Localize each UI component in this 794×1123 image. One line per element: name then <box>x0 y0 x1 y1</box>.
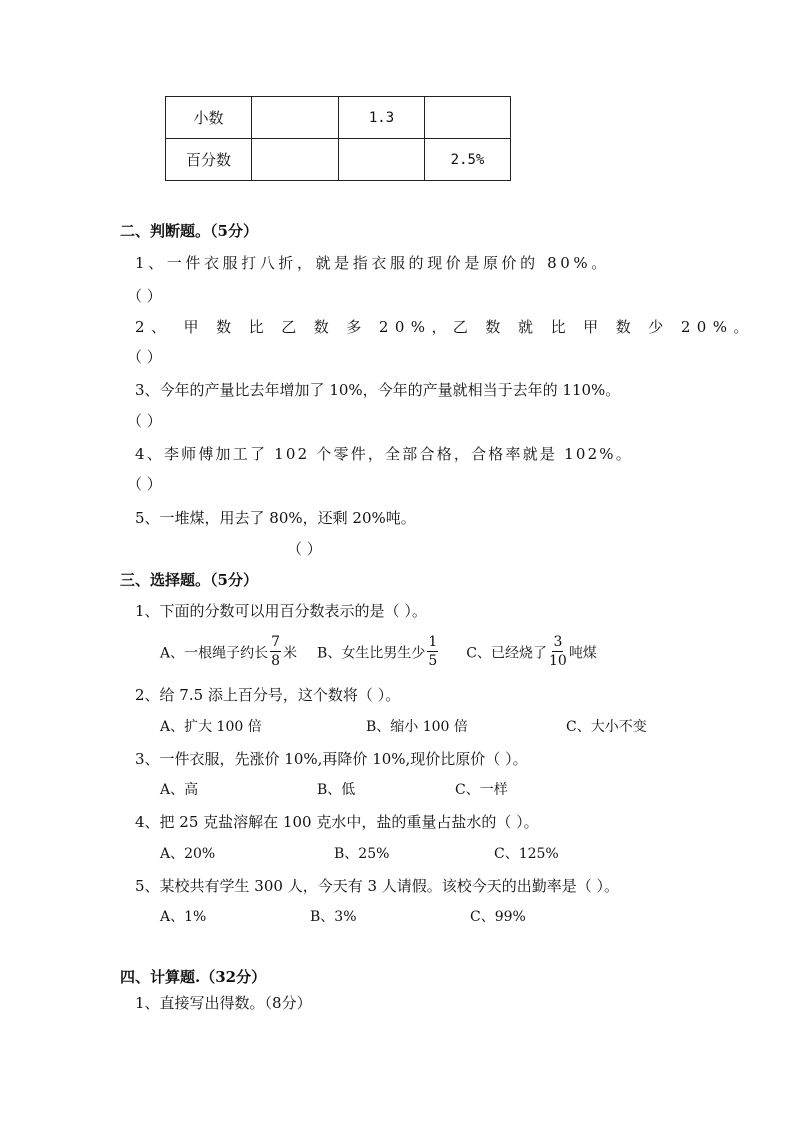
option-b[interactable]: B、低 <box>317 782 356 798</box>
table-cell <box>425 97 511 139</box>
table-cell: 1.3 <box>339 97 425 139</box>
table-row <box>166 97 511 139</box>
choice-question-2: 2、给 7.5 添上百分号，这个数将（ ）。 <box>135 686 401 704</box>
answer-paren-3[interactable]: （ ） <box>127 412 162 430</box>
judge-item-1: 1、一件衣服打八折，就是指衣服的现价是原价的 80%。 <box>135 254 610 272</box>
option-c[interactable]: C、99% <box>470 909 526 925</box>
option-b[interactable]: B、女生比男生少 $\frac{1}{5}$ <box>317 633 438 669</box>
option-c[interactable]: C、大小不变 <box>566 719 647 735</box>
option-c[interactable]: C、已经烧了 $\frac{3}{10}$ 吨煤 <box>466 633 597 669</box>
table-cell: 2.5% <box>425 139 511 181</box>
judge-item-4: 4、李师傅加工了 102 个零件，全部合格，合格率就是 102%。 <box>135 445 633 463</box>
option-b[interactable]: B、缩小 100 倍 <box>366 719 468 735</box>
calc-item-1: 1、直接写出得数。（8分） <box>135 994 312 1012</box>
choice-question-1: 1、下面的分数可以用百分数表示的是（ ）。 <box>135 602 427 620</box>
judge-item-2: 2、 甲 数 比 乙 数 多 20%，乙 数 就 比 甲 数 少 20%。 <box>135 318 755 336</box>
option-a[interactable]: A、扩大 100 倍 <box>160 719 262 735</box>
fraction: $\frac{7}{8}$ <box>271 633 281 669</box>
judge-item-5: 5、一堆煤，用去了 80%，还剩 20%吨。 <box>135 509 416 527</box>
option-a[interactable]: A、一根绳子约长 $\frac{7}{8}$ 米 <box>160 633 298 669</box>
table-cell <box>252 97 339 139</box>
option-a[interactable]: A、1% <box>160 909 207 925</box>
option-c[interactable]: C、一样 <box>455 782 508 798</box>
option-c[interactable]: C、125% <box>494 846 559 862</box>
answer-paren-5[interactable]: （ ） <box>287 540 322 558</box>
option-b[interactable]: B、25% <box>334 846 390 862</box>
table-cell <box>252 139 339 181</box>
table-cell <box>339 139 425 181</box>
table-cell: 小数 <box>166 97 252 139</box>
answer-paren-2[interactable]: （ ） <box>127 348 162 366</box>
table-cell: 百分数 <box>166 139 252 181</box>
answer-paren-1[interactable]: （ ） <box>127 287 162 305</box>
option-a[interactable]: A、20% <box>160 846 216 862</box>
choice-options-1 <box>160 633 597 673</box>
fraction: $\frac{1}{5}$ <box>428 633 438 669</box>
table-row <box>166 139 511 181</box>
conversion-table <box>165 96 511 181</box>
choice-question-4: 4、把 25 克盐溶解在 100 克水中，盐的重量占盐水的（ ）。 <box>135 813 539 831</box>
section-3-title: 三、选择题。（5分） <box>120 571 258 589</box>
option-b[interactable]: B、3% <box>310 909 357 925</box>
choice-question-5: 5、某校共有学生 300 人，今天有 3 人请假。该校今天的出勤率是（ ）。 <box>135 877 620 895</box>
option-a[interactable]: A、高 <box>160 782 199 798</box>
judge-item-3: 3、今年的产量比去年增加了 10%，今年的产量就相当于去年的 110%。 <box>135 381 621 399</box>
answer-paren-4[interactable]: （ ） <box>127 475 162 493</box>
fraction: $\frac{3}{10}$ <box>548 633 567 669</box>
section-4-title: 四、计算题.（32分） <box>120 968 267 986</box>
choice-question-3: 3、一件衣服，先涨价 10%,再降价 10%,现价比原价（ ）。 <box>135 750 528 768</box>
section-2-title: 二、判断题。（5分） <box>120 222 258 240</box>
